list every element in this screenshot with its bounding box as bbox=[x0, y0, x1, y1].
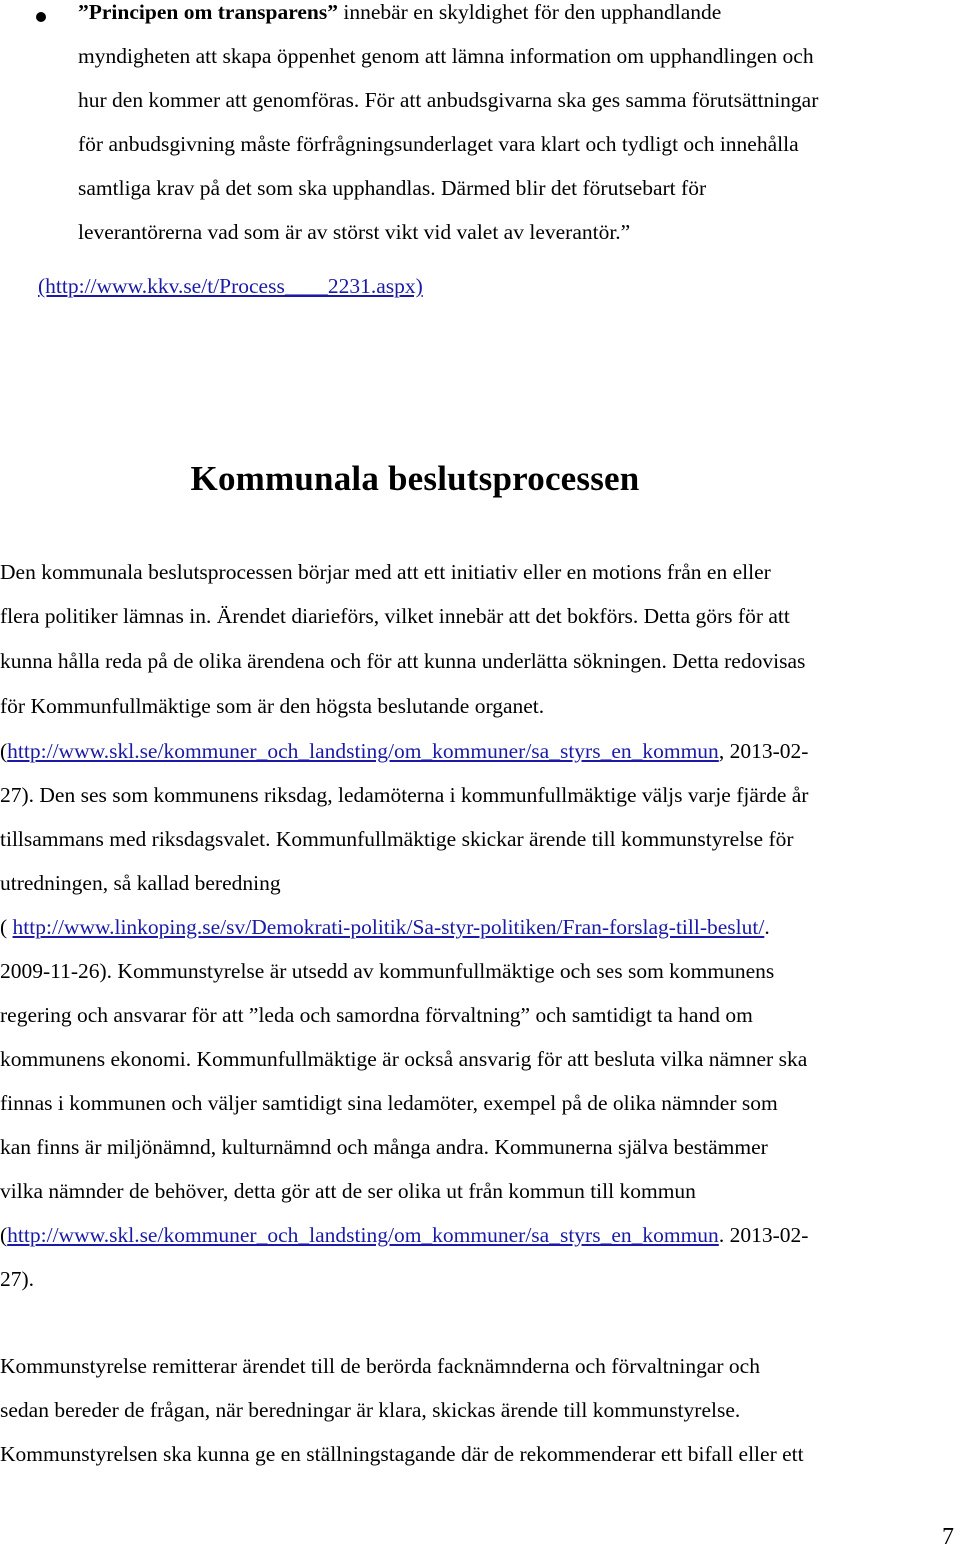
paragraph-line: för Kommunfullmäktige som är den högsta beslutande organet. bbox=[0, 694, 545, 718]
bullet-term: ”Principen om transparens” bbox=[78, 0, 338, 24]
paragraph-line: Den kommunala beslutsprocessen börjar med att ett initiativ eller en motions från en eller bbox=[0, 560, 771, 584]
paragraph-line: kommunens ekonomi. Kommunfullmäktige är också ansvarig för att besluta vilka nämner ska bbox=[0, 1047, 808, 1071]
bullet-text: innebär en skyldighet för den upphandlande bbox=[338, 0, 722, 24]
bullet-line: hur den kommer att genomföras. För att anbudsgivarna ska ges samma förutsättningar bbox=[78, 88, 819, 112]
paragraph-line: utredningen, så kallad beredning bbox=[0, 871, 281, 895]
paragraph-line: (http://www.skl.se/kommuner_och_landsting/om_kommuner/sa_styrs_en_kommun. 2013-02- bbox=[0, 1223, 809, 1247]
section-heading: Kommunala beslutsprocessen bbox=[190, 459, 640, 498]
paragraph-line: ( http://www.linkoping.se/sv/Demokrati-politik/Sa-styr-politiken/Fran-forslag-till-beslut/. bbox=[0, 915, 770, 939]
paragraph-line: finnas i kommunen och väljer samtidigt sina ledamöter, exempel på de olika nämnder som bbox=[0, 1091, 778, 1115]
skl-link[interactable]: http://www.skl.se/kommuner_och_landsting/om_kommuner/sa_styrs_en_kommun bbox=[7, 1223, 719, 1247]
paragraph-line: vilka nämnder de behöver, detta gör att de ser olika ut från kommun till kommun bbox=[0, 1179, 696, 1203]
paragraph-line: 27). Den ses som kommunens riksdag, ledamöterna i kommunfullmäktige väljs varje fjärde år bbox=[0, 783, 809, 807]
paragraph-line: flera politiker lämnas in. Ärendet diarieförs, vilket innebär att det bokförs. Detta görs för att bbox=[0, 604, 790, 628]
bullet-line: leverantörerna vad som är av störst vikt vid valet av leverantör.” bbox=[78, 220, 631, 244]
paragraph-line: 27). bbox=[0, 1267, 35, 1291]
skl-link[interactable]: http://www.skl.se/kommuner_och_landsting/om_kommuner/sa_styrs_en_kommun bbox=[7, 739, 719, 763]
bullet-line bbox=[78, 0, 721, 26]
paragraph-line: Kommunstyrelsen ska kunna ge en ställningstagande där de rekommenderar ett bifall eller ett bbox=[0, 1442, 804, 1466]
page-number: 7 bbox=[942, 1524, 954, 1550]
paragraph-line: sedan bereder de frågan, när beredningar är klara, skickas ärende till kommunstyrelse. bbox=[0, 1398, 741, 1422]
paragraph-line: 2009-11-26). Kommunstyrelse är utsedd av kommunfullmäktige och ses som kommunens bbox=[0, 959, 775, 983]
paragraph-line: tillsammans med riksdagsvalet. Kommunfullmäktige skickar ärende till kommunstyrelse för bbox=[0, 827, 794, 851]
bullet-dot bbox=[36, 12, 46, 22]
paragraph-line: Kommunstyrelse remitterar ärendet till de berörda facknämnderna och förvaltningar och bbox=[0, 1354, 760, 1378]
bullet-line: samtliga krav på det som ska upphandlas. Därmed blir det förutsebart för bbox=[78, 176, 707, 200]
bullet-source-link[interactable]: (http://www.kkv.se/t/Process____2231.aspx) bbox=[38, 274, 423, 298]
paragraph-line: kan finns är miljönämnd, kulturnämnd och många andra. Kommunerna själva bestämmer bbox=[0, 1135, 768, 1159]
paragraph-line: (http://www.skl.se/kommuner_och_landsting/om_kommuner/sa_styrs_en_kommun, 2013-02- bbox=[0, 739, 809, 763]
paragraph-line: kunna hålla reda på de olika ärendena och för att kunna underlätta sökningen. Detta redovisas bbox=[0, 649, 806, 673]
linkoping-link[interactable]: http://www.linkoping.se/sv/Demokrati-politik/Sa-styr-politiken/Fran-forslag-till-beslut/ bbox=[12, 915, 765, 939]
paragraph-line: regering och ansvarar för att ”leda och samordna förvaltning” och samtidigt ta hand om bbox=[0, 1003, 753, 1027]
bullet-line: myndigheten att skapa öppenhet genom att lämna information om upphandlingen och bbox=[78, 44, 814, 68]
bullet-line: för anbudsgivning måste förfrågningsunderlaget vara klart och tydligt och innehålla bbox=[78, 132, 799, 156]
